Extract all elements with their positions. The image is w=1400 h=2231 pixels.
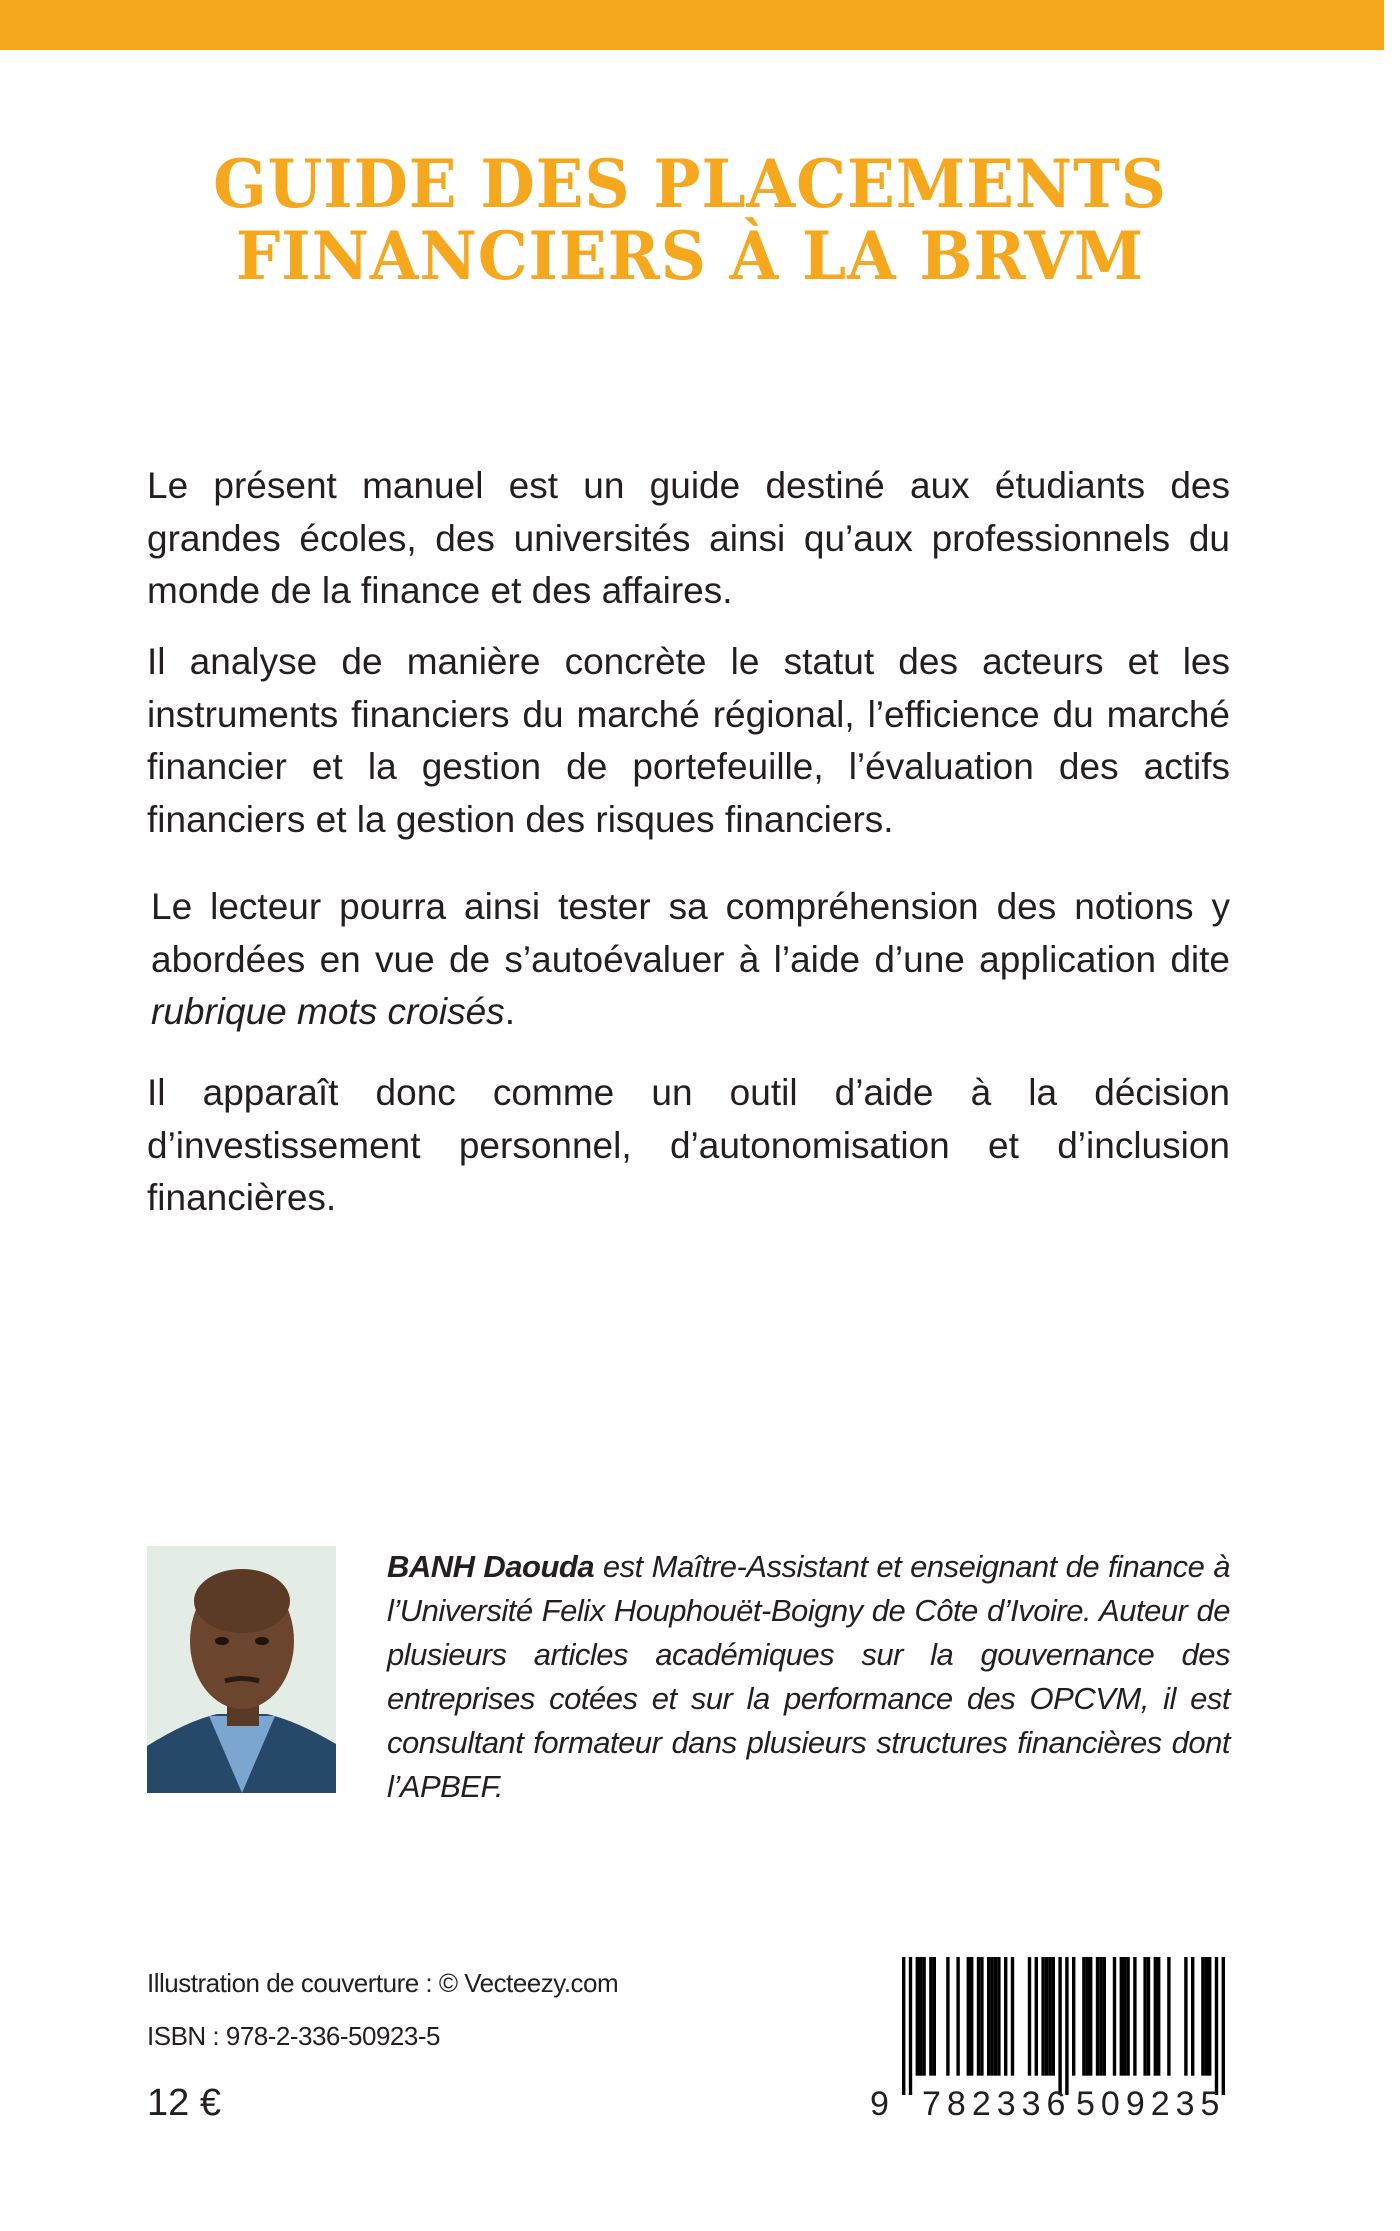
barcode-bar [1089,1957,1092,2076]
author-photo [147,1546,336,1793]
barcode-bar [1065,1957,1068,2095]
barcode-bar [919,1957,922,2076]
barcode-bar [970,1957,973,2076]
paragraph-4: Il apparaît donc comme un outil d’aide à la décision d’investissement personnel, d’autonomisation et d’inclusion financières. [147,1072,1230,1218]
isbn: ISBN : 978-2-336-50923-5 [147,2021,440,2051]
price: 12 € [147,2082,221,2124]
illustration-credit: Illustration de couverture : © Vecteezy.com [147,1968,619,1998]
barcode-bar [994,1957,997,2076]
barcode-bar [990,1957,993,2076]
barcode-bar [1011,1957,1014,2076]
barcode-bar [1041,1957,1044,2076]
barcode-bar [1072,1957,1075,2076]
barcode-bar [1052,1957,1055,2076]
barcode-bar [1086,1957,1089,2076]
paragraph-3-text: Le lecteur pourra ainsi tester sa compréhension des notions y abordées en vue de s’autoévaluer à l’aide d’une application dite [151,886,1230,980]
barcode-bar [1167,1957,1170,2076]
barcode-bar [1123,1957,1126,2076]
barcode-bar [1099,1957,1102,2076]
title-line-2: FINANCIERS À LA BRVM [235,217,1145,295]
barcode-bar [1133,1957,1136,2076]
barcode-bar [967,1957,970,2076]
barcode-bar [1120,1957,1123,2076]
barcode-bar [1191,1957,1194,2076]
barcode-bar [929,1957,932,2076]
paragraph-2: Il analyse de manière concrète le statut des acteurs et les instruments financiers du marché régional, l’efficience du marché financier et la gestion de portefeuille, l’évaluation des actifs financiers et la gestion des risques financiers. [147,641,1230,840]
barcode-bar [1143,1957,1146,2076]
title-line-1: GUIDE DES PLACEMENTS [213,145,1167,223]
paragraph-1: Le présent manuel est un guide destiné aux étudiants des grandes écoles, des universités ainsi qu’aux professionnels du monde de la finance et des affaires. [147,465,1230,611]
barcode-bar [1215,1957,1218,2095]
barcode-bar [1126,1957,1129,2076]
barcode-bar [902,1957,905,2095]
barcode-bar [1147,1957,1150,2076]
author-bio [387,1545,1230,1809]
barcode-bar [1113,1957,1116,2076]
barcode-bar [1157,1957,1160,2076]
barcode-bar [1028,1957,1031,2076]
paragraph-3-italic: rubrique mots croisés [151,991,505,1032]
top-accent-bar [0,0,1384,50]
barcode-bar [1045,1957,1048,2076]
barcode-bar [1201,1957,1204,2076]
barcode-first-digit: 9 [870,2085,895,2123]
barcode-bar [1154,1957,1157,2076]
barcode-right-digits: 509235 [1076,2085,1226,2123]
barcode-bar [977,1957,980,2076]
author-bio-text: est Maître-Assistant et enseignant de finance à l’Université Felix Houphouët-Boigny de Côte d’Ivoire. Auteur de plusieurs articles académiques sur la gouvernance des entreprises cotées et sur la performance des OPCVM, il est consultant formateur dans plusieurs structures financières dont l’APBEF. [387,1549,1230,1804]
barcode-left-digits: 782336 [922,2085,1072,2123]
paragraph-3 [151,881,1230,1039]
barcode-bar [909,1957,912,2095]
barcode-bar [1205,1957,1208,2076]
barcode-bars [902,1957,1225,2095]
barcode-bar [1035,1957,1038,2076]
barcode-bar [956,1957,959,2076]
barcode-bar [1184,1957,1187,2076]
barcode-bar [922,1957,925,2076]
barcode-bar [1082,1957,1085,2076]
barcode-bar [933,1957,936,2076]
barcode-bar [916,1957,919,2076]
book-title [0,145,1380,295]
barcode-bar [1103,1957,1106,2076]
barcode-bar [1048,1957,1051,2076]
barcode-bar [1004,1957,1007,2076]
barcode-bar [1096,1957,1099,2076]
barcode-bar [1058,1957,1061,2095]
barcode-bar [1208,1957,1211,2076]
barcode-bar [980,1957,983,2076]
barcode-bar [997,1957,1000,2076]
author-name: BANH Daouda [387,1549,595,1584]
barcode-bar [987,1957,990,2076]
isbn-barcode [870,1957,1230,2123]
barcode-bar [1222,1957,1225,2095]
barcode-bar [946,1957,949,2076]
paragraph-3-end: . [504,991,515,1032]
